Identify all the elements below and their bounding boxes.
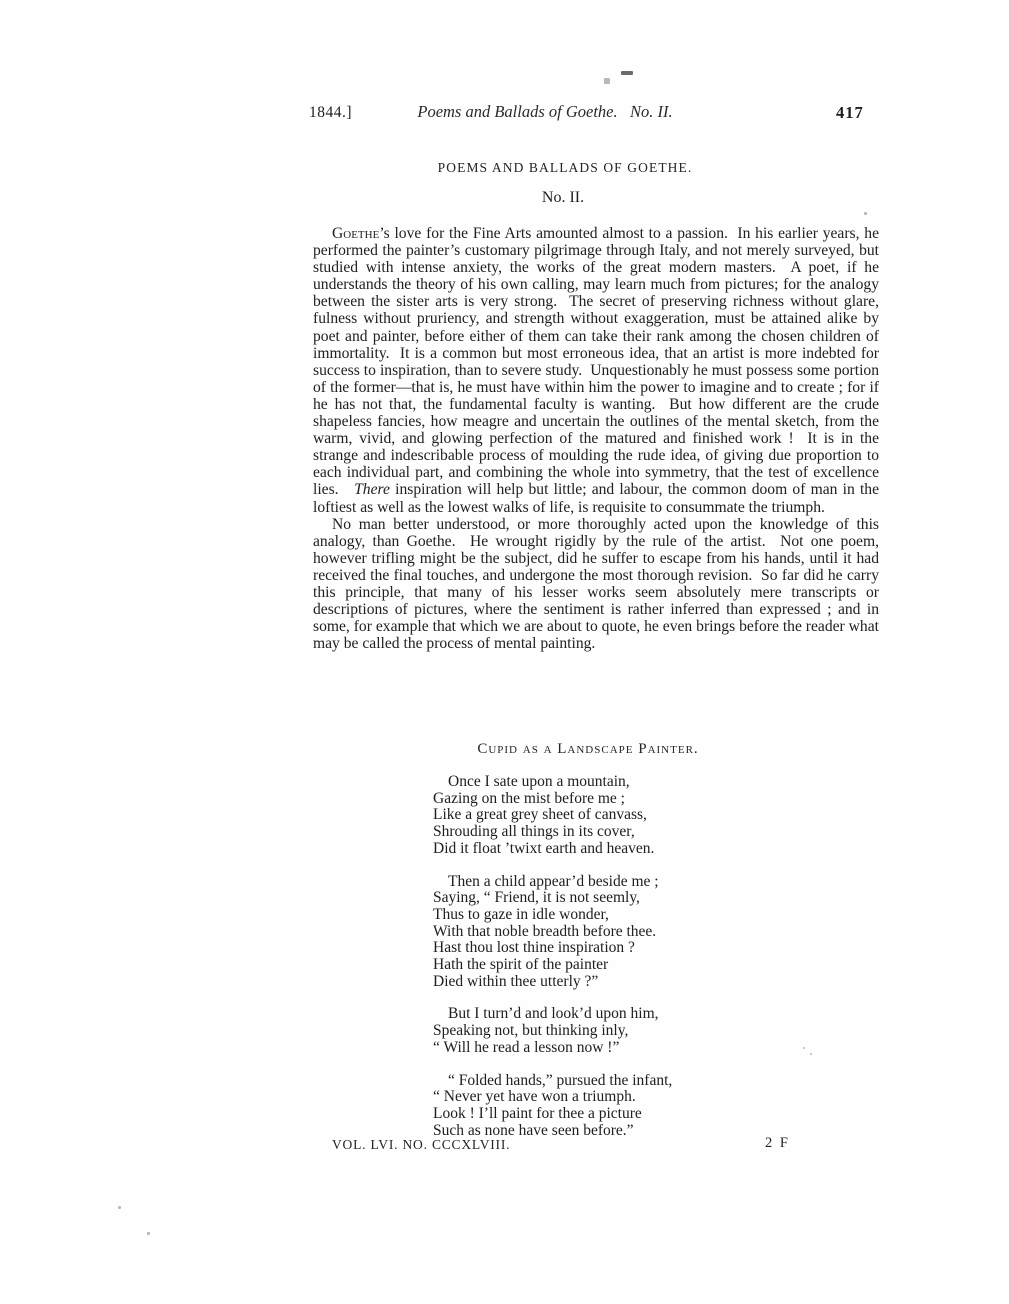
poem: [433, 774, 672, 1155]
poem-line: Then a child appear’d beside me ;: [448, 872, 659, 890]
poem-line: With that noble breadth before thee.: [433, 922, 657, 940]
scan-artifact: [118, 1206, 121, 1209]
poem-line: Like a great grey sheet of canvass,: [433, 806, 647, 824]
poem-line: “ Folded hands,” pursued the infant,: [448, 1071, 673, 1089]
poem-line: Did it float ’twixt earth and heaven.: [433, 839, 655, 857]
poem-line: Saying, “ Friend, it is not seemly,: [433, 889, 640, 907]
poem-line: Look ! I’ll paint for thee a picture: [433, 1104, 642, 1122]
paragraph: No man better understood, or more thoroughly acted upon the knowledge of this analogy, than Goethe. He wrought rigidly by the rule of the artist. Not one poem, however trifling might be the subject, did he suffer to escape from his hands, until it had received the final touches, and undergone the most thorough revision. So far did he carry this principle, that many of his lesser works seem absolutely mere transcripts or descriptions of pictures, where the sentiment is rather inferred than expressed ; and in some, for example that which we are about to quote, he even brings before the reader what may be called the process of mental painting.: [313, 515, 883, 653]
header-year: 1844.]: [309, 104, 353, 121]
article-body: [313, 225, 883, 653]
footer-volume-line: VOL. LVI. NO. CCCXLVIII.: [332, 1137, 511, 1152]
poem-line: Died within thee utterly ?”: [433, 972, 599, 990]
poem-line: Speaking not, but thinking inly,: [433, 1022, 629, 1040]
article-subtitle: No. II.: [541, 189, 585, 206]
poem-line: Hast thou lost thine inspiration ?: [433, 939, 635, 957]
stanza: [433, 1006, 672, 1056]
scan-artifact: [864, 212, 867, 215]
poem-line: Thus to gaze in idle wonder,: [433, 905, 609, 923]
scan-artifact: [810, 1053, 812, 1055]
scan-artifact: [147, 1232, 150, 1235]
scan-artifact: [621, 71, 633, 75]
poem-line: “ Never yet have won a triumph.: [433, 1088, 636, 1106]
footer-signature-mark: 2 F: [765, 1135, 790, 1151]
header-page-number: 417: [836, 103, 864, 122]
scan-artifact: [803, 1047, 805, 1049]
stanza: [433, 1073, 672, 1140]
article-title: POEMS AND BALLADS OF GOETHE.: [437, 160, 693, 175]
paragraph: Goethe’s love for the Fine Arts amounted almost to a passion. In his earlier years, he performed the painter’s customary pilgrimage through Italy, and not merely surveyed, but studied with intense anxiety, the works of the great modern masters. A poet, if he understands the theory of his own calling, may learn much from pictures; for the analogy between the sister arts is very strong. The secret of preserving richness without glare, fulness without pruriency, and strength without exaggeration, must be attained alike by poet and painter, before either of them can take their rank among the chosen children of immortality. It is a common but most erroneous idea, that an artist is more indebted for success to inspiration, than to severe study. Unquestionably he must possess some portion of the former—that is, he must have within him the power to imagine and to create ; for if he has not that, the fundamental faculty is wanting. But how different are the crude shapeless fancies, how meagre and uncertain the outlines of the mental sketch, from the warm, vivid, and glowing perfection of the matured and finished work ! It is in the strange and indescribable process of moulding the rude idea, of giving due proportion to each individual part, and combining the whole into symmetry, that the test of excellence lies. There inspiration will help but little; and labour, the common doom of man in the loftiest as well as the lowest walks of life, is requisite to consummate the triumph.: [313, 225, 883, 516]
stanza: [433, 874, 672, 991]
poem-line: Once I sate upon a mountain,: [448, 773, 630, 790]
poem-line: Gazing on the mist before me ;: [433, 789, 625, 807]
poem-line: Shrouding all things in its cover,: [433, 823, 635, 841]
header-running-title: Poems and Ballads of Goethe. No. II.: [417, 102, 673, 121]
poem-line: Hath the spirit of the painter: [433, 956, 609, 974]
poem-line: Such as none have seen before.”: [433, 1121, 634, 1139]
poem-line: “ Will he read a lesson now !”: [433, 1038, 620, 1056]
poem-heading: Cupid as a Landscape Painter.: [477, 741, 699, 757]
poem-line: But I turn’d and look’d upon him,: [448, 1005, 659, 1023]
stanza: [433, 774, 672, 858]
scan-artifact: [604, 78, 610, 84]
